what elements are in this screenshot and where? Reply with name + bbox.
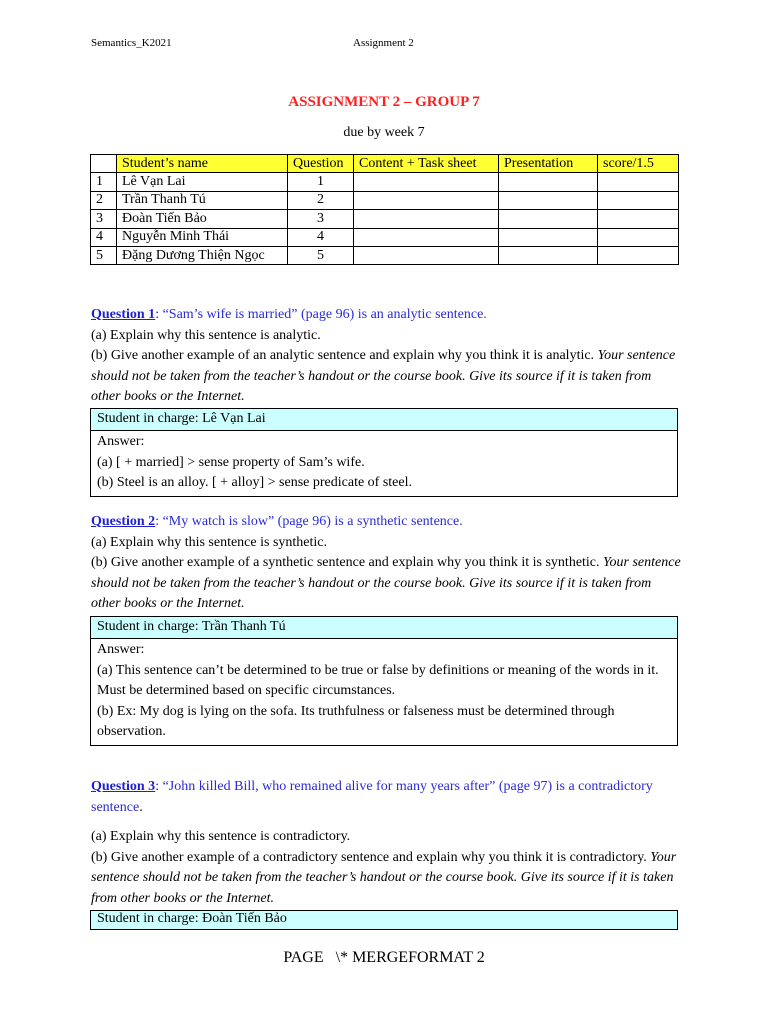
question-2-answer-box: [90, 616, 678, 746]
question-number: 2: [288, 191, 354, 209]
header-cell-score: score/1.5: [598, 155, 679, 173]
table-row: [91, 246, 679, 264]
running-header-course: Semantics_K2021: [91, 37, 172, 49]
question-2-part-a: (a) Explain why this sentence is synthetic.: [91, 534, 327, 550]
table-row: [91, 228, 679, 246]
page-footer-field: PAGE \* MERGEFORMAT 2: [283, 949, 485, 966]
answer-title: Answer:: [97, 642, 145, 657]
question-3-block: [91, 777, 681, 909]
header-cell-question: Question: [288, 155, 354, 173]
content-cell: [354, 228, 499, 246]
student-name: Lê Vạn Lai: [117, 173, 288, 191]
row-number: 2: [91, 191, 117, 209]
presentation-cell: [499, 191, 598, 209]
row-number: 5: [91, 246, 117, 264]
question-1-student-in-charge: Student in charge: Lê Vạn Lai: [91, 409, 677, 431]
score-cell: [598, 210, 679, 228]
question-3-part-a: (a) Explain why this sentence is contradictory.: [91, 829, 351, 844]
content-cell: [354, 246, 499, 264]
presentation-cell: [499, 210, 598, 228]
question-2-part-b-text: (b) Give another example of a synthetic sentence and explain why you think it is synthetic.: [91, 555, 600, 570]
question-2-label: Question 2: [91, 514, 156, 529]
presentation-cell: [499, 173, 598, 191]
presentation-cell: [499, 228, 598, 246]
row-number: 4: [91, 228, 117, 246]
question-1-separator: :: [155, 307, 163, 322]
question-2-part-b: [91, 553, 681, 615]
question-2-heading: [91, 512, 681, 533]
question-1-heading: [91, 305, 681, 326]
header-cell-name: Student’s name: [117, 155, 288, 173]
presentation-cell: [499, 246, 598, 264]
student-name: Đoàn Tiến Bảo: [117, 210, 288, 228]
question-3-separator: :: [155, 779, 163, 794]
header-cell-content: Content + Task sheet: [354, 155, 499, 173]
student-roster-table: [90, 154, 679, 265]
document-title: ASSIGNMENT 2 – GROUP 7: [288, 94, 480, 110]
question-2-block: [91, 512, 681, 615]
content-cell: [354, 173, 499, 191]
score-cell: [598, 191, 679, 209]
answer-part-b: (b) Ex: My dog is lying on the sofa. Its truthfulness or falseness must be determined through observation.: [97, 703, 615, 739]
answer-part-a: (a) This sentence can’t be determined to be true or false by definitions or meaning of the words in it. Must be determined based on specific circumstances.: [97, 662, 659, 698]
question-number: 4: [288, 228, 354, 246]
question-number: 1: [288, 173, 354, 191]
question-3-part-b-text: (b) Give another example of a contradictory sentence and explain why you think it is contradictory.: [91, 849, 647, 865]
question-3-end: .: [139, 799, 143, 815]
question-3-part-b: [91, 848, 681, 910]
student-name: Trần Thanh Tú: [117, 191, 288, 209]
header-cell-number: [91, 155, 117, 173]
question-3-text: “John killed Bill, who remained alive for many years after” (page 97) is a contradictory sentence: [91, 779, 653, 815]
answer-title: Answer:: [97, 434, 145, 449]
student-name: Nguyễn Minh Thái: [117, 228, 288, 246]
question-2-answer: [91, 639, 677, 745]
table-row: [91, 173, 679, 191]
question-2-text: “My watch is slow” (page 96) is a synthetic sentence.: [162, 514, 463, 529]
question-number: 5: [288, 246, 354, 264]
header-cell-presentation: Presentation: [499, 155, 598, 173]
spacer: [91, 818, 681, 827]
question-1-answer-box: [90, 408, 678, 497]
due-date: due by week 7: [343, 125, 425, 140]
row-number: 1: [91, 173, 117, 191]
score-cell: [598, 173, 679, 191]
student-name: Đặng Dương Thiện Ngọc: [117, 246, 288, 264]
question-1-answer: [91, 431, 677, 496]
question-3-label: Question 3: [91, 779, 156, 794]
running-header-assignment: Assignment 2: [353, 37, 414, 49]
question-3-note: Your sentence should not be taken from the teacher’s handout or the course book. Give its source if it is taken from other books or the Internet.: [91, 849, 677, 906]
table-row: [91, 191, 679, 209]
question-2-student-in-charge: Student in charge: Trần Thanh Tú: [91, 617, 677, 639]
content-cell: [354, 191, 499, 209]
answer-part-b: (b) Steel is an alloy. [ + alloy] > sense predicate of steel.: [97, 475, 412, 490]
row-number: 3: [91, 210, 117, 228]
score-cell: [598, 246, 679, 264]
table-row: [91, 210, 679, 228]
question-1-part-b: [91, 346, 681, 408]
question-1-part-a: (a) Explain why this sentence is analytic.: [91, 327, 321, 343]
question-1-part-b-text: (b) Give another example of an analytic sentence and explain why you think it is analytic.: [91, 348, 595, 363]
answer-part-a: (a) [ + married] > sense property of Sam’s wife.: [97, 454, 365, 470]
question-1-label: Question 1: [91, 307, 156, 322]
question-1-note: Your sentence should not be taken from the teacher’s handout or the course book. Give its source if it is taken from other books or the Internet.: [91, 348, 676, 404]
question-3-heading: [91, 777, 681, 818]
question-3-student-in-charge: Student in charge: Đoàn Tiến Bảo: [91, 911, 677, 929]
question-3-answer-box: [90, 910, 678, 930]
table-header-row: [91, 155, 679, 173]
question-2-separator: :: [155, 514, 163, 529]
question-number: 3: [288, 210, 354, 228]
question-1-block: [91, 305, 681, 408]
score-cell: [598, 228, 679, 246]
question-1-text: “Sam’s wife is married” (page 96) is an analytic sentence.: [162, 307, 487, 322]
question-2-note: Your sentence should not be taken from the teacher’s handout or the course book. Give its source if it is taken from other books or the Internet.: [91, 555, 681, 611]
content-cell: [354, 210, 499, 228]
